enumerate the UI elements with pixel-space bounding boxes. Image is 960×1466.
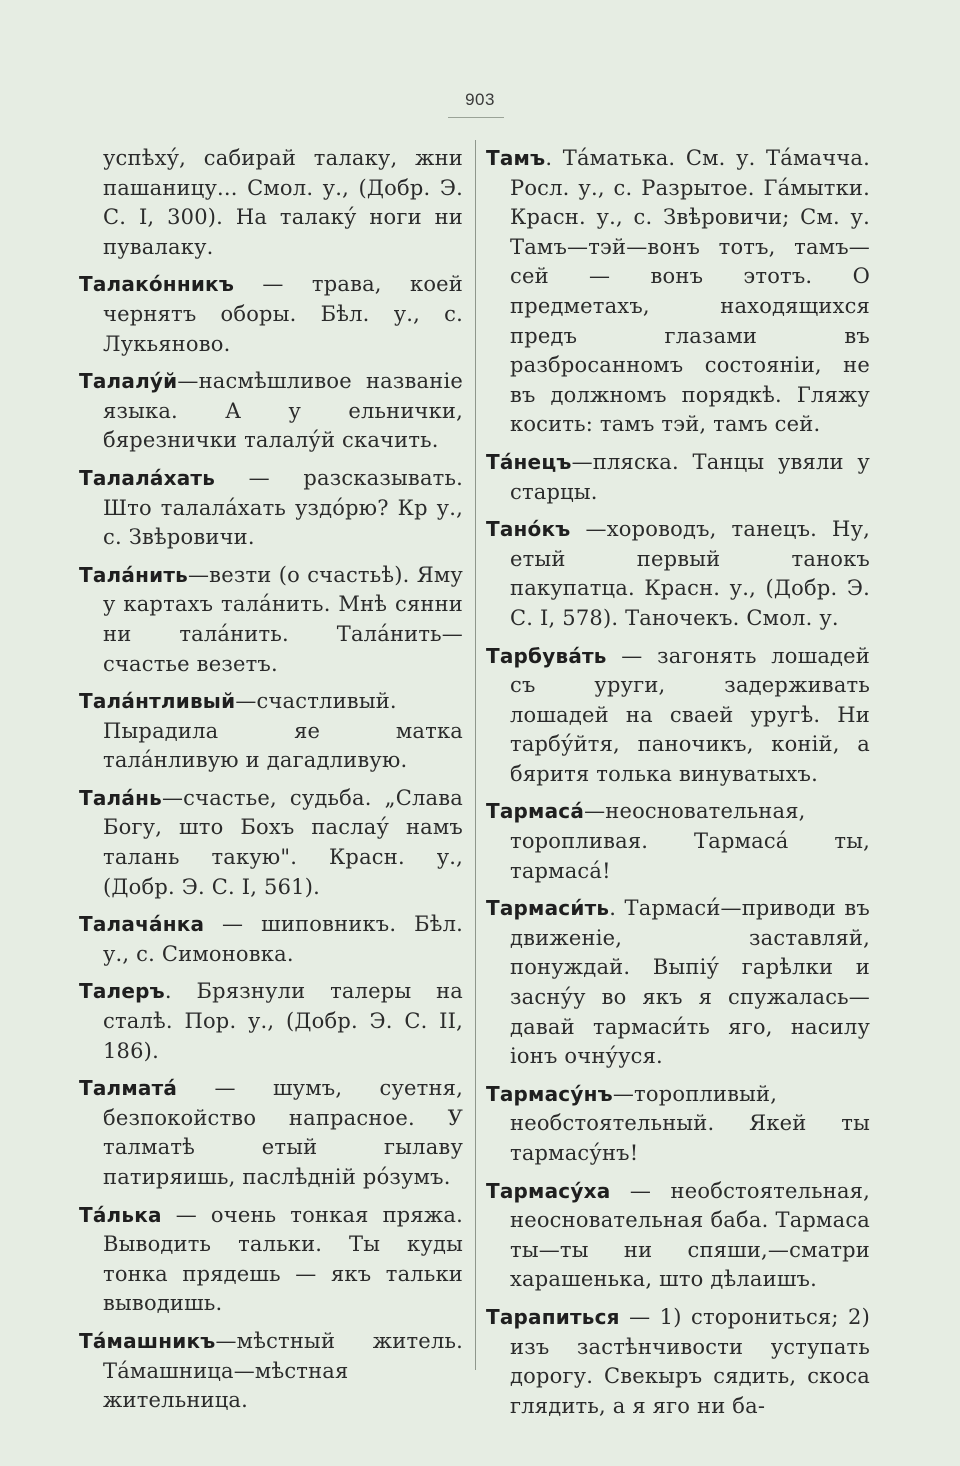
entry-definition: — загонять лошадей съ уруги, задерживать лошадей на сваей уругѣ. Ни тарбу́йтя, паночикъ, коній, а бяритя толька винуватыхъ. <box>510 643 870 786</box>
entry-definition: — разсказывать. Што талала́хать уздо́рю? Кр у., с. Звѣровичи. <box>103 465 463 550</box>
dictionary-entry <box>79 784 463 902</box>
entry-definition: —хороводъ, танецъ. Ну, етый первый танокъ пакупатца. Красн. у., (Добр. Э. С. I, 578). Таночекъ. Смол. у. <box>510 517 870 630</box>
entry-continuation: успѣху́, сабирай талаку, жни пашаницу... Смол. у., (Добр. Э. С. I, 300). На талаку́ ноги ни пувалаку. <box>103 146 463 259</box>
dictionary-entry <box>79 1074 463 1192</box>
entry-definition: —неосновательная, торопливая. Тармаса́ ты, тармаса́! <box>510 799 870 883</box>
entry-definition: — шиповникъ. Бѣл. у., с. Симоновка. <box>103 912 463 966</box>
entry-headword: Тармаса́ <box>486 799 585 824</box>
entry-headword: Тала́нить <box>79 562 188 587</box>
entry-headword: Та́нецъ <box>486 449 572 474</box>
entry-headword: Талала́хать <box>79 465 216 490</box>
entry-headword: Та́машникъ <box>79 1328 216 1353</box>
entry-definition: —счастье, судьба. „Слава Богу, што Бохъ паслау́ намъ талань такую". Красн. у., (Добр. Э. С. I, 561). <box>103 785 463 899</box>
entry-headword: Тано́къ <box>486 517 571 542</box>
dictionary-entry <box>79 464 463 553</box>
entry-definition: . Брязнули талеры на сталѣ. Пор. у., (Добр. Э. С. II, 186). <box>103 979 463 1063</box>
entry-definition: — очень тонкая пряжа. Выводить тальки. Ты куды тонка прядешь — якъ тальки выводишь. <box>103 1202 463 1316</box>
dictionary-entry <box>486 1303 870 1421</box>
entry-definition: —насмѣшливое названіе языка. А у ельнички, бярезнички талалу́й скачить. <box>103 369 463 453</box>
dictionary-entry <box>486 894 870 1072</box>
dictionary-entry <box>79 1201 463 1319</box>
dictionary-entry <box>79 367 463 456</box>
entry-definition: . Тармаси́—приводи въ движеніе, заставляй, понуждай. Выпіу́ гарѣлки и засну́у во якъ я спужалась—давай тармаси́ть яго, насилу іонъ очну́уся. <box>510 896 870 1069</box>
dictionary-entry <box>79 561 463 679</box>
entry-headword: Тала́нь <box>79 785 162 810</box>
page-number-rule <box>448 117 504 118</box>
entry-definition: — необстоятельная, неосновательная баба. Тармаса ты—ты ни спяши,—сматри харашенька, што дѣлаишъ. <box>510 1178 870 1292</box>
dictionary-entry <box>486 1080 870 1169</box>
entry-headword: Талмата́ <box>79 1076 178 1101</box>
entry-headword: Тарбува́ть <box>486 643 607 668</box>
entry-definition: — трава, коей чернятъ оборы. Бѣл. у., с. Лукьяново. <box>103 272 463 356</box>
dictionary-entry <box>79 1327 463 1416</box>
entry-headword: Тарапиться <box>486 1304 620 1329</box>
entry-definition: — 1) сторониться; 2) изъ застѣнчивости уступать дорогу. Свекыръ сядить, скоса глядить, а я яго ни ба- <box>510 1304 870 1418</box>
entry-headword: Тала́нтливый <box>79 689 236 714</box>
entry-headword: Талалу́й <box>79 369 178 394</box>
dictionary-entry <box>79 270 463 359</box>
entry-definition: . Та́матька. См. у. Та́мачча. Росл. у., с. Разрытое. Га́мытки. Красн. у., с. Звѣровичи; См. у. Тамъ—тэй—вонъ тотъ, тамъ—сей — вонъ этотъ. О предметахъ, находящихся предъ глазами въ разбросанномъ состояніи, не въ должномъ порядкѣ. Гляжу косить: тамъ тэй, тамъ сей. <box>510 146 870 437</box>
entry-definition: —пляска. Танцы увяли у старцы. <box>510 449 870 504</box>
dictionary-entry <box>79 910 463 969</box>
dictionary-entry <box>486 797 870 886</box>
dictionary-entry <box>79 977 463 1066</box>
entry-definition: —мѣстный житель. Та́машница—мѣстная жительница. <box>103 1328 463 1413</box>
entry-headword: Тармасу́ха <box>486 1178 611 1203</box>
entry-headword: Талако́нникъ <box>79 272 235 297</box>
dictionary-entry <box>486 1177 870 1295</box>
entry-headword: Та́лька <box>79 1202 162 1227</box>
entry-headword: Талеръ <box>79 979 165 1004</box>
column-divider <box>475 140 476 1370</box>
entry-headword: Тармасу́нъ <box>486 1081 613 1106</box>
dictionary-entry <box>79 687 463 776</box>
entry-headword: Талача́нка <box>79 912 205 937</box>
dictionary-entry <box>486 448 870 507</box>
dictionary-entry <box>486 642 870 790</box>
right-column <box>486 144 870 1429</box>
left-column <box>79 144 463 1424</box>
entry-headword: Тамъ <box>486 146 546 170</box>
entry-headword: Тармаси́ть <box>486 896 610 921</box>
entry-definition: —торопливый, необстоятельный. Якей ты тармасу́нъ! <box>510 1081 870 1165</box>
dictionary-entry <box>486 144 870 440</box>
entry-definition: —везти (о счастьѣ). Яму у картахъ тала́нить. Мнѣ сянни ни тала́нить. Тала́нить— счастье везетъ. <box>103 562 463 676</box>
entry-definition: —счастливый. Пырадила яе матка тала́нливую и дагадливую. <box>103 689 463 773</box>
entry-definition: — шумъ, суетня, безпокойство напрасное. У талматѣ етый гылаву патиряишь, паслѣдній ро́зумъ. <box>103 1076 463 1189</box>
dictionary-entry <box>486 515 870 633</box>
page-number: 903 <box>465 90 495 109</box>
